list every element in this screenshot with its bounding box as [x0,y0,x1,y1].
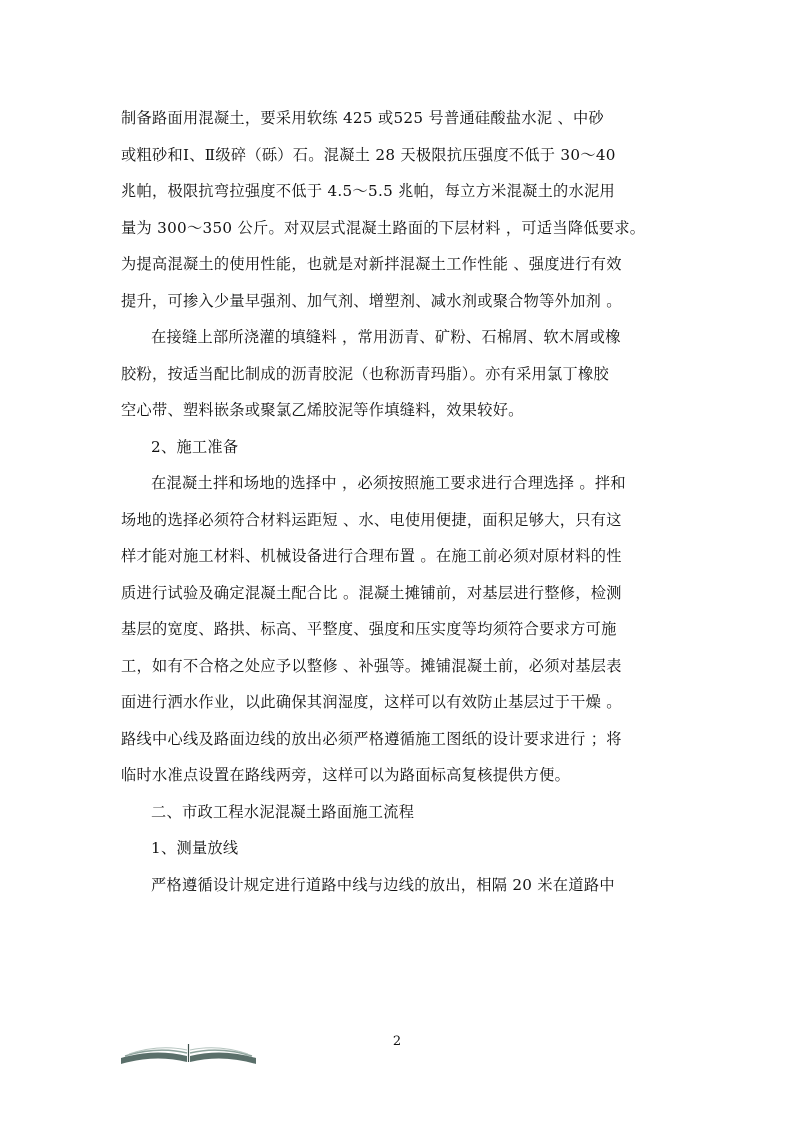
text-line: 工，如有不合格之处应予以整修 、补强等。摊铺混凝土前，必须对基层表 [121,656,622,675]
text-line: 面进行洒水作业，以此确保其润湿度，这样可以有效防止基层过于干燥 。 [121,693,622,711]
text-line: 严格遵循设计规定进行道路中线与边线的放出，相隔 20 米在道路中 [151,875,615,894]
text-line: 空心带、塑料嵌条或聚氯乙烯胶泥等作填缝料，效果较好。 [121,401,524,419]
text-line: 为提高混凝土的使用性能，也就是对新拌混凝土工作性能 、强度进行有效 [121,255,622,273]
text-line: 样才能对施工材料、机械设备进行合理布置 。在施工前必须对原材料的性 [121,547,622,565]
text-line: 量为 300～350 公斤。对双层式混凝土路面的下层材料 ，可适当降低要求。 [121,218,646,237]
section-heading: 1、测量放线 [151,839,239,857]
open-book-icon [117,1040,260,1066]
text-line: 或粗砂和Ⅰ、Ⅱ级碎（砾）石。混凝土 28 天极限抗压强度不低于 30～40 [121,145,616,164]
page-number: 2 [392,1034,402,1049]
text-line: 质进行试验及确定混凝土配合比 。混凝土摊铺前，对基层进行整修，检测 [121,583,622,602]
text-line: 场地的选择必须符合材料运距短 、水、电使用便捷，面积足够大，只有这 [121,510,622,529]
text-line: 兆帕，极限抗弯拉强度不低于 4.5～5.5 兆帕，每立方米混凝土的水泥用 [121,182,616,200]
body-text [121,100,681,903]
text-line: 在接缝上部所浇灌的填缝料 ，常用沥青、矿粉、石棉屑、软木屑或橡 [151,328,621,346]
chapter-heading: 二、市政工程水泥混凝土路面施工流程 [151,802,415,821]
section-heading: 2、施工准备 [151,437,239,456]
text-line: 提升，可掺入少量早强剂、加气剂、增塑剂、减水剂或聚合物等外加剂 。 [121,291,622,310]
text-line: 在混凝土拌和场地的选择中 ，必须按照施工要求进行合理选择 。拌和 [151,474,626,492]
text-line: 胶粉，按适当配比制成的沥青胶泥（也称沥青玛脂）。亦有采用氯丁橡胶 [121,364,609,383]
text-line: 制备路面用混凝土，要采用软练 425 或525 号普通硅酸盐水泥 、中砂 [121,109,604,127]
text-line: 基层的宽度、路拱、标高、平整度、强度和压实度等均须符合要求方可施 [121,620,617,638]
text-line: 路线中心线及路面边线的放出必须严格遵循施工图纸的设计要求进行 ；将 [121,729,622,748]
text-line: 临时水准点设置在路线两旁，这样可以为路面标高复核提供方便。 [121,766,571,784]
